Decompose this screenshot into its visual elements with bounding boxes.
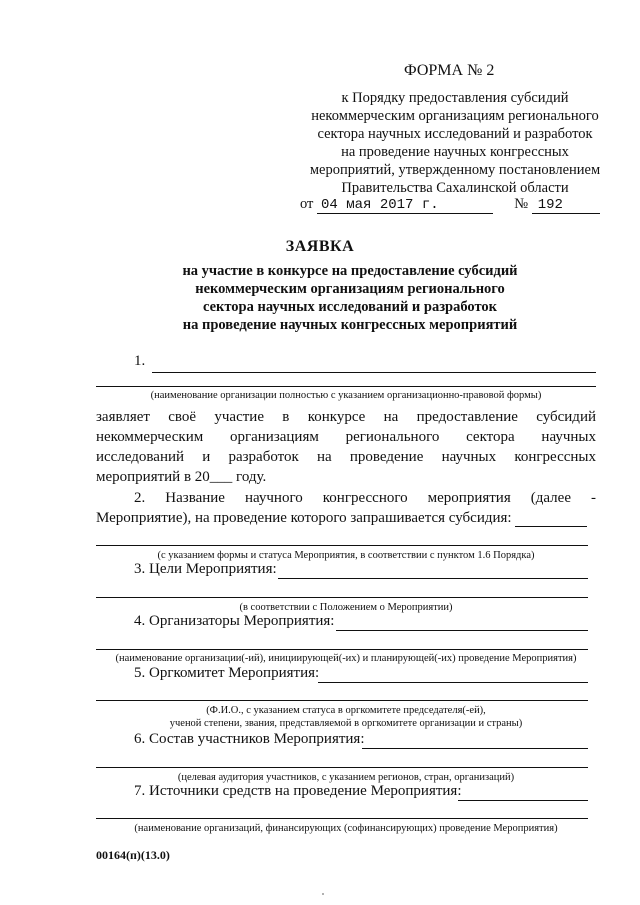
item3-label: 3. Цели Мероприятия: [134,561,277,577]
item2-text [96,488,596,528]
item1-hint: (наименование организации полностью с указанием организационно-правовой формы) [150,390,542,401]
item6-hint: (целевая аудитория участников, с указанием регионов, стран, организаций) [177,772,515,783]
decree-number-field[interactable]: 192 [532,197,600,214]
event-organizers-field-line2[interactable] [96,649,588,650]
event-name-field[interactable] [515,526,587,527]
organization-name-field-line2[interactable] [96,386,596,387]
subtitle-line: сектора научных исследований и разработок [202,299,498,315]
item4-hint: (наименование организации(-ий), инициирующей(-их) и планирующей(-их) проведение Мероприятия) [115,653,577,664]
form-number: ФОРМА № 2 [404,62,495,79]
statement-year-line: мероприятий в 20___ году. [96,469,267,485]
funding-sources-field[interactable] [458,800,588,801]
order-reference [300,89,610,197]
document-title: ЗАЯВКА [285,238,355,255]
order-line: на проведение научных конгрессных [341,144,569,160]
event-goals-field[interactable] [278,578,588,579]
order-line: Правительства Сахалинской области [341,180,569,196]
decree-date-row [300,196,600,214]
item2-line1: 2. Название научного конгрессного мероприятия (далее - [134,490,596,506]
item7-hint: (наименование организаций, финансирующих (софинансирующих) проведение Мероприятия) [134,823,558,834]
order-line: некоммерческим организациям регионального [311,108,599,124]
item5-hint-line1: (Ф.И.О., с указанием статуса в оргкомитете председателя(-ей), [206,705,486,716]
event-goals-field-line2[interactable] [96,597,588,598]
subtitle-line: на проведение научных конгрессных мероприятий [182,317,518,333]
statement-line: заявляет своё участие в конкурсе на предоставление субсидий [96,409,596,425]
order-line: сектора научных исследований и разработок [317,126,593,142]
order-line: к Порядку предоставления субсидий [341,90,569,106]
order-line: мероприятий, утвержденному постановлением [309,162,601,178]
item5-hint-line2: ученой степени, звания, представляемой в оргкомитете организации и страны) [169,718,523,729]
number-label: № [514,196,529,212]
subtitle-line: некоммерческим организациям регионального [195,281,505,297]
participants-field-line2[interactable] [96,767,588,768]
participants-field[interactable] [362,748,588,749]
item1-statement [96,407,596,487]
organization-name-field[interactable] [152,372,596,373]
item1-number: 1. [134,353,146,369]
funding-sources-field-line2[interactable] [96,818,588,819]
statement-line: исследований и разработок на проведение научных конгрессных [96,449,596,465]
statement-line: некоммерческим организациям регионального сектора научных [96,429,596,445]
scan-dot [322,893,324,895]
item7-label: 7. Источники средств на проведение Мероприятия: [134,783,462,799]
subtitle-line: на участие в конкурсе на предоставление субсидий [182,263,518,279]
item5-label: 5. Оргкомитет Мероприятия: [134,665,320,681]
document-subtitle [150,262,550,334]
item3-hint: (в соответствии с Положением о Мероприятии) [239,602,453,613]
from-label: от [300,196,314,212]
decree-date-field[interactable]: 04 мая 2017 г. [317,197,493,214]
item4-label: 4. Организаторы Мероприятия: [134,613,335,629]
item6-label: 6. Состав участников Мероприятия: [134,731,365,747]
event-name-field-line2[interactable] [96,545,588,546]
event-organizers-field[interactable] [336,630,588,631]
item2-hint: (с указанием формы и статуса Мероприятия, в соответствии с пунктом 1.6 Порядка) [157,550,535,561]
item2-line2: Мероприятие), на проведение которого запрашивается субсидия: [96,510,512,526]
organizing-committee-field[interactable] [318,682,588,683]
document-code: 00164(п)(13.0) [96,848,170,862]
organizing-committee-field-line2[interactable] [96,700,588,701]
